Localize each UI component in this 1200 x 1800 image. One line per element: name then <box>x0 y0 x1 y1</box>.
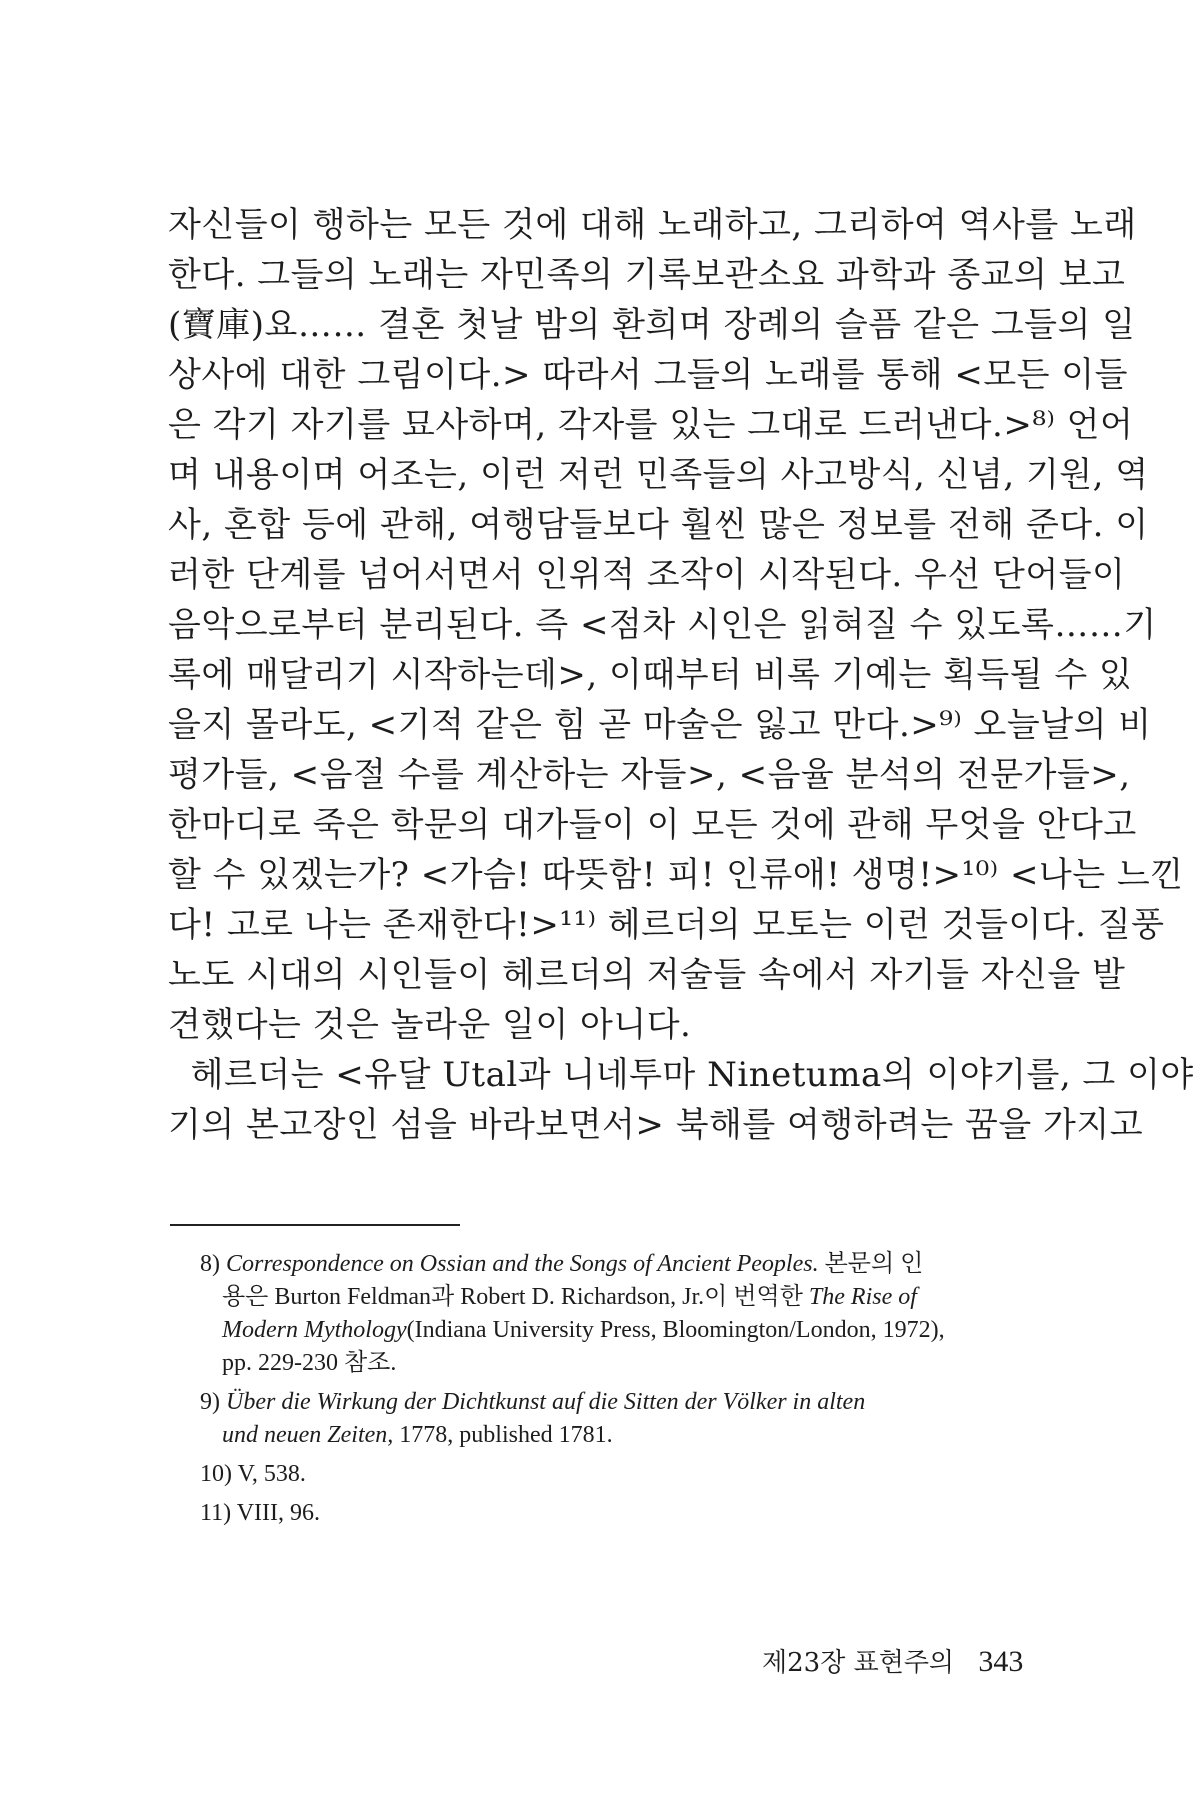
footnote-10 <box>200 1458 1060 1491</box>
body-line: 평가들, <음절 수를 계산하는 자들>, <음율 분석의 전문가들>, <box>168 755 1131 795</box>
body-line: 한다. 그들의 노래는 자민족의 기록보관소요 과학과 종교의 보고 <box>168 255 1126 295</box>
footnote-marker: 11) <box>200 1500 232 1526</box>
footnote-9-line2 <box>200 1419 1060 1452</box>
footnote-marker: 8) <box>200 1251 220 1277</box>
footnote-title: The Rise of <box>802 1284 917 1310</box>
body-text <box>168 200 1194 1150</box>
body-line: 을지 몰라도, <기적 같은 힘 곧 마술은 잃고 만다.>⁹⁾ 오늘날의 비 <box>168 705 1152 745</box>
body-line: 사, 혼합 등에 관해, 여행담들보다 훨씬 많은 정보를 전해 준다. 이 <box>168 505 1149 545</box>
footnote-title: Modern Mythology <box>222 1317 407 1343</box>
footnote-marker: 9) <box>200 1389 220 1415</box>
footnote-text: 본문의 인 <box>818 1251 924 1277</box>
footnote-text: VIII, 96. <box>236 1500 320 1526</box>
chapter-title: 제23장 표현주의 <box>762 1648 955 1678</box>
body-line: 러한 단계를 넘어서면서 인위적 조작이 시작된다. 우선 단어들이 <box>168 555 1126 595</box>
body-line: 헤르더는 <유달 Utal과 니네투마 Ninetuma의 이야기를, 그 이야 <box>168 1055 1194 1095</box>
body-line: 록에 매달리기 시작하는데>, 이때부터 비록 기예는 획득될 수 있 <box>168 655 1133 695</box>
footnote-text: V, 538. <box>237 1461 306 1487</box>
body-line: 견했다는 것은 놀라운 일이 아니다. <box>168 1005 692 1045</box>
footnote-marker: 10) <box>200 1461 232 1487</box>
footnote-text: 1778, published 1781. <box>393 1422 613 1448</box>
body-line: 며 내용이며 어조는, 이런 저런 민족들의 사고방식, 신념, 기원, 역 <box>168 455 1149 495</box>
body-line: 자신들이 행하는 모든 것에 대해 노래하고, 그리하여 역사를 노래 <box>168 205 1137 245</box>
body-line: 상사에 대한 그림이다.> 따라서 그들의 노래를 통해 <모든 이들 <box>168 355 1128 395</box>
body-line: 할 수 있겠는가? <가슴! 따뜻함! 피! 인류애! 생명!>¹⁰⁾ <나는 느낀 <box>168 855 1184 895</box>
footnote-8-line4 <box>200 1347 1060 1380</box>
body-line: 한마디로 죽은 학문의 대가들이 이 모든 것에 관해 무엇을 안다고 <box>168 805 1137 845</box>
body-line: 기의 본고장인 섬을 바라보면서> 북해를 여행하려는 꿈을 가지고 <box>168 1105 1144 1145</box>
body-line: 노도 시대의 시인들이 헤르더의 저술들 속에서 자기들 자신을 발 <box>168 955 1126 995</box>
footnote-9-line1 <box>200 1386 1060 1419</box>
body-line: (寶庫)요…… 결혼 첫날 밤의 환희며 장례의 슬픔 같은 그들의 일 <box>168 305 1136 345</box>
footnote-11 <box>200 1497 1060 1530</box>
footnote-text: pp. 229-230 참조. <box>222 1350 397 1376</box>
footnote-text: (Indiana University Press, Bloomington/London, 1972), <box>406 1317 945 1343</box>
footnote-title: und neuen Zeiten, <box>222 1422 394 1448</box>
body-line: 음악으로부터 분리된다. 즉 <점차 시인은 읽혀질 수 있도록……기 <box>168 605 1157 645</box>
body-line: 은 각기 자기를 묘사하며, 각자를 있는 그대로 드러낸다.>⁸⁾ 언어 <box>168 405 1134 445</box>
footnote-text: 용은 Burton Feldman과 Robert D. Richardson, Jr.이 번역한 <box>222 1284 803 1310</box>
footnote-8-line3 <box>200 1314 1060 1347</box>
footnote-8-line1 <box>200 1248 1060 1281</box>
page-number: 343 <box>978 1645 1024 1678</box>
footnote-title: Correspondence on Ossian and the Songs of Ancient Peoples. <box>226 1251 819 1277</box>
running-footer <box>762 1642 1023 1679</box>
footnote-title: Über die Wirkung der Dichtkunst auf die Sitten der Völker in alten <box>226 1389 866 1415</box>
footnote-divider <box>170 1224 460 1226</box>
body-line: 다! 고로 나는 존재한다!>¹¹⁾ 헤르더의 모토는 이런 것들이다. 질풍 <box>168 905 1165 945</box>
footnotes <box>200 1248 1060 1530</box>
footnote-8-line2 <box>200 1281 1060 1314</box>
